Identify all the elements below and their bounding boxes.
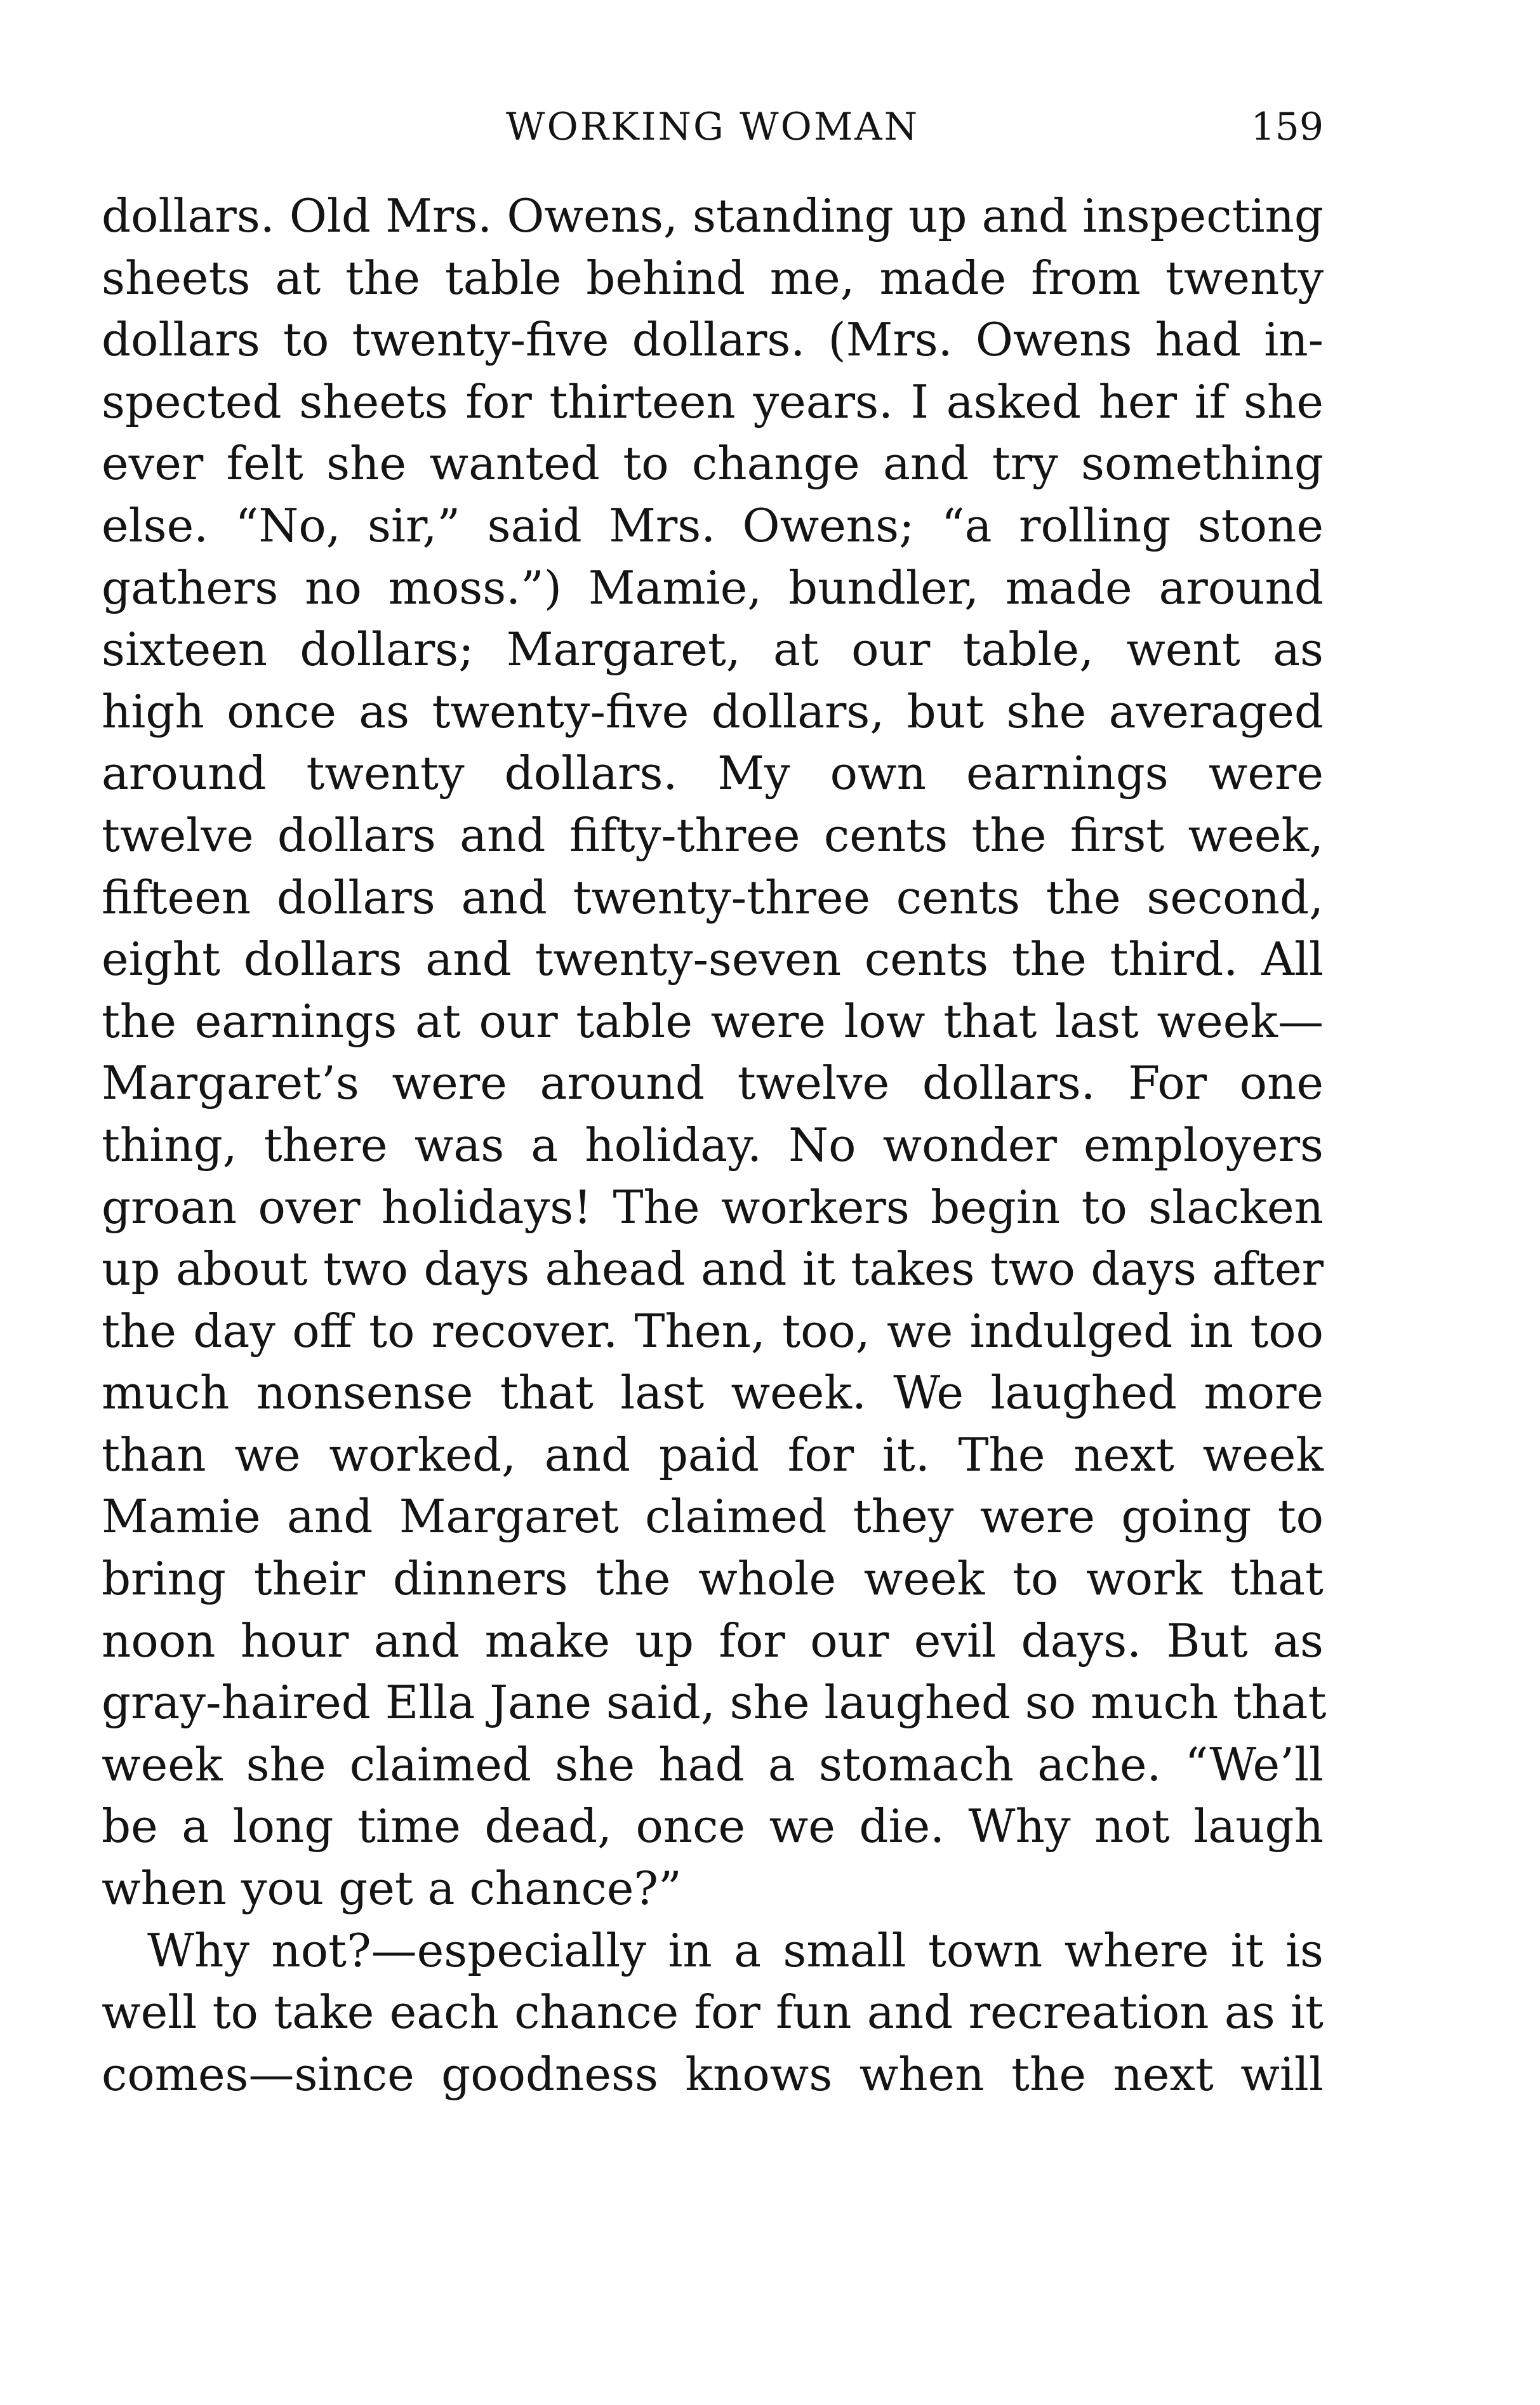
text-line: week she claimed she had a stomach ache. “We’ll: [102, 1737, 1324, 1791]
text-line: sheets at the table behind me, made from twenty: [102, 251, 1324, 305]
text-line: gathers no moss.”) Mamie, bundler, made around: [102, 560, 1324, 614]
page-number: 159: [1251, 105, 1324, 149]
text-line: sixteen dollars; Margaret, at our table, went as: [102, 623, 1324, 677]
text-line: twelve dollars and fifty-three cents the first week,: [102, 808, 1324, 862]
text-line: Margaret’s were around twelve dollars. For one: [102, 1056, 1324, 1110]
text-line: comes—since goodness knows when the next will: [102, 2047, 1324, 2101]
text-line: noon hour and make up for our evil days. But as: [102, 1613, 1324, 1667]
text-line: much nonsense that last week. We laughed more: [102, 1366, 1324, 1420]
text-line: dollars to twenty-five dollars. (Mrs. Owens had in-: [102, 313, 1324, 367]
text-line: around twenty dollars. My own earnings were: [102, 746, 1324, 800]
text-line: high once as twenty-five dollars, but she averaged: [102, 684, 1324, 738]
text-line: dollars. Old Mrs. Owens, standing up and inspecting: [102, 189, 1324, 242]
text-line: the day off to recover. Then, too, we indulged in too: [102, 1304, 1324, 1358]
running-head: WORKING WOMAN: [505, 105, 920, 149]
text-line: well to take each chance for fun and recreation as it: [102, 1985, 1324, 2039]
text-line: be a long time dead, once we die. Why not laugh: [102, 1799, 1324, 1853]
text-line: gray-haired Ella Jane said, she laughed so much that: [102, 1676, 1327, 1730]
text-line: bring their dinners the whole week to work that: [102, 1552, 1324, 1606]
text-line: groan over holidays! The workers begin to slacken: [102, 1180, 1324, 1234]
text-line: fifteen dollars and twenty-three cents the second,: [102, 870, 1324, 924]
text-line: the earnings at our table were low that last week—: [102, 994, 1324, 1048]
text-line: spected sheets for thirteen years. I asked her if she: [102, 374, 1324, 428]
text-line: Mamie and Margaret claimed they were going to: [102, 1490, 1324, 1544]
body-text: [102, 185, 1327, 2105]
text-line: thing, there was a holiday. No wonder employers: [102, 1118, 1324, 1172]
text-line: up about two days ahead and it takes two days after: [102, 1242, 1324, 1296]
page-header: [102, 102, 1324, 152]
text-line: than we worked, and paid for it. The next week: [102, 1428, 1324, 1481]
text-line: when you get a chance?”: [102, 1862, 682, 1916]
text-line: ever felt she wanted to change and try something: [102, 437, 1324, 491]
text-line: else. “No, sir,” said Mrs. Owens; “a rolling stone: [102, 498, 1324, 552]
text-line: eight dollars and twenty-seven cents the third. All: [102, 932, 1324, 986]
text-line: Why not?—especially in a small town where it is: [147, 1923, 1324, 1977]
